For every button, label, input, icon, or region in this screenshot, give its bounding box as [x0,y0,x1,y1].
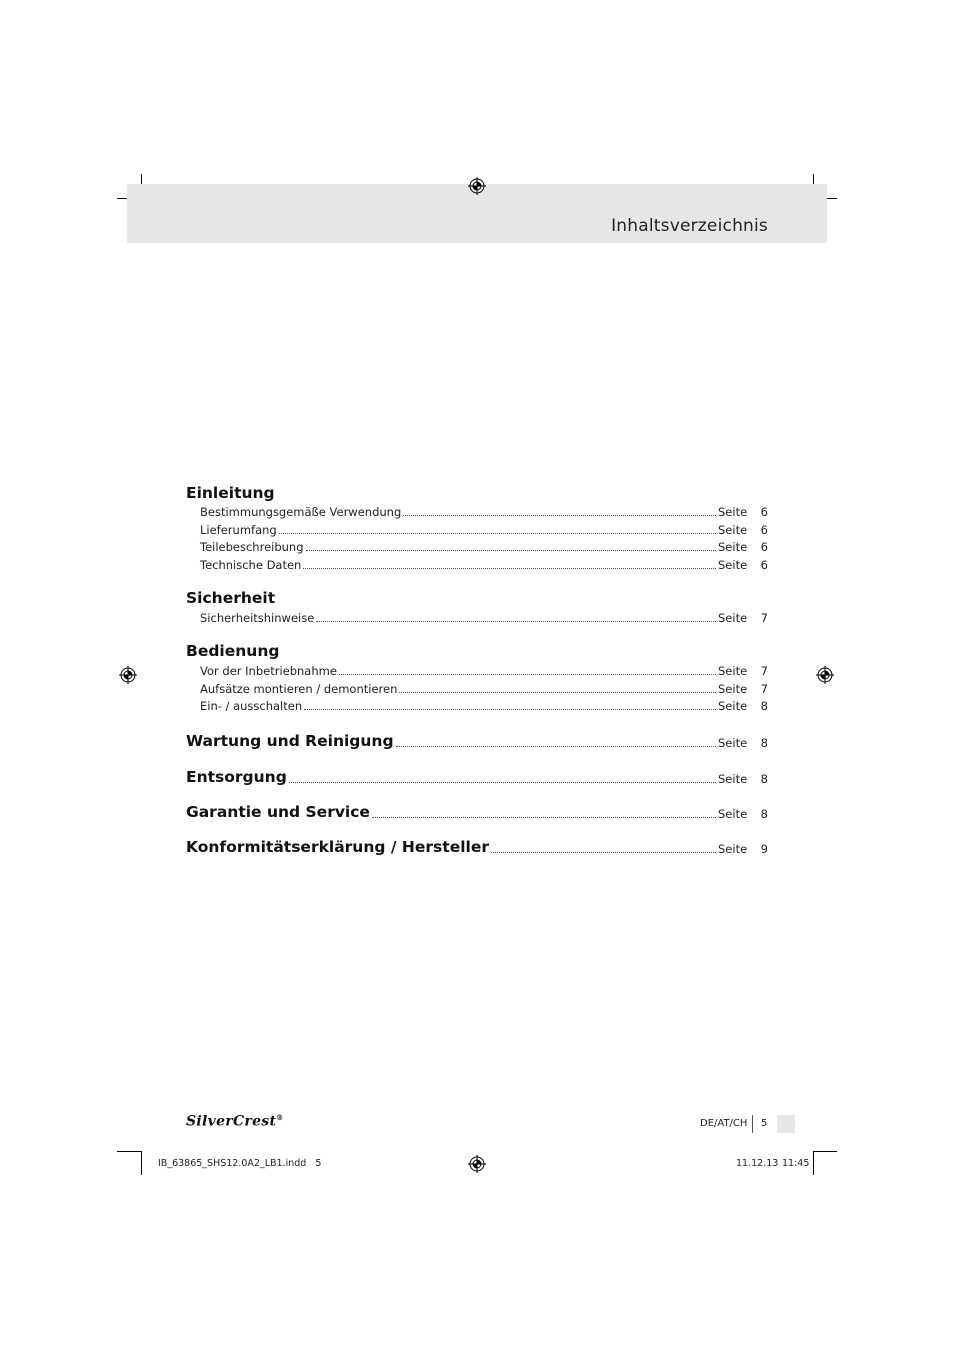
page-number: 6 [760,558,768,572]
toc-entry-label: Konformitätserklärung / Hersteller [186,838,489,856]
seite-label: Seite [718,611,748,625]
page-number: 8 [760,736,768,750]
seite-label: Seite [718,558,748,572]
registration-mark-icon [119,666,137,684]
toc-entry-label: Entsorgung [186,768,287,786]
page-number: 6 [760,505,768,519]
page-number: 9 [760,842,768,856]
footer-page-number: 5 [761,1118,768,1129]
toc-entry-label: Technische Daten [200,558,302,572]
toc-entry[interactable] [186,662,768,678]
toc-entry-label: Lieferumfang [200,523,277,537]
seite-label: Seite [718,540,748,554]
leader-dots [399,692,716,693]
brand-logo [186,1113,284,1130]
leader-dots [372,817,716,818]
seite-label: Seite [718,736,748,750]
footer-divider [752,1115,753,1133]
toc-entry-label: Sicherheitshinweise [200,611,315,625]
leader-dots [396,746,716,747]
brand-name: SilverCrest [186,1113,277,1130]
toc-entry-label: Garantie und Service [186,803,370,821]
toc-section-sicherheit: Sicherheit [186,589,276,607]
toc-entry-label: Wartung und Reinigung [186,732,394,750]
toc-entry[interactable] [186,538,768,554]
page-number: 8 [760,772,768,786]
toc-entry[interactable] [186,556,768,572]
leader-dots [289,782,716,783]
toc-section-bedienung: Bedienung [186,642,280,660]
trademark-symbol: ® [276,1113,284,1122]
seite-label: Seite [718,523,748,537]
toc-entry[interactable] [186,609,768,625]
toc-entry-konformitaet[interactable] [186,836,768,856]
slug-time: 11:45 [782,1158,810,1169]
toc-entry-label: Aufsätze montieren / demontieren [200,682,398,696]
page-number: 7 [760,682,768,696]
toc-entry-garantie[interactable] [186,801,768,821]
leader-dots [306,550,716,551]
crop-mark-bottom-right-vertical [813,1151,814,1175]
toc-entry-wartung[interactable] [186,730,768,750]
toc-entry[interactable] [186,697,768,713]
leader-dots [316,621,716,622]
seite-label: Seite [718,682,748,696]
toc-entry[interactable] [186,503,768,519]
leader-dots [279,533,716,534]
leader-dots [339,674,716,675]
slug-date: 11.12.13 [736,1158,779,1169]
page-title: Inhaltsverzeichnis [611,216,768,236]
toc-section-einleitung: Einleitung [186,484,275,502]
toc-entry-label: Teilebeschreibung [200,540,304,554]
slug-filename: IB_63865_SHS12.0A2_LB1.indd 5 [158,1158,322,1169]
seite-label: Seite [718,807,748,821]
region-code: DE/AT/CH [700,1118,748,1129]
toc-entry-label: Ein- / ausschalten [200,699,303,713]
toc-entry[interactable] [186,680,768,696]
page-number: 8 [760,699,768,713]
seite-label: Seite [718,664,748,678]
leader-dots [303,568,716,569]
toc-entry[interactable] [186,521,768,537]
leader-dots [491,852,716,853]
footer-grey-box [777,1115,795,1133]
seite-label: Seite [718,699,748,713]
crop-mark-bottom-left-vertical [141,1151,142,1175]
toc-entry-entsorgung[interactable] [186,766,768,786]
toc-entry-label: Vor der Inbetriebnahme [200,664,337,678]
toc-entry-label: Bestimmungsgemäße Verwendung [200,505,402,519]
page-number: 6 [760,540,768,554]
crop-mark-bottom-left-horizontal [117,1151,141,1152]
page-number: 8 [760,807,768,821]
seite-label: Seite [718,772,748,786]
seite-label: Seite [718,842,748,856]
leader-dots [304,709,716,710]
crop-mark-bottom-right-horizontal [813,1151,837,1152]
page-number: 7 [760,664,768,678]
page-number: 7 [760,611,768,625]
page-number: 6 [760,523,768,537]
registration-mark-icon [468,1155,486,1173]
leader-dots [403,515,716,516]
registration-mark-icon [468,177,486,195]
seite-label: Seite [718,505,748,519]
registration-mark-icon [816,666,834,684]
